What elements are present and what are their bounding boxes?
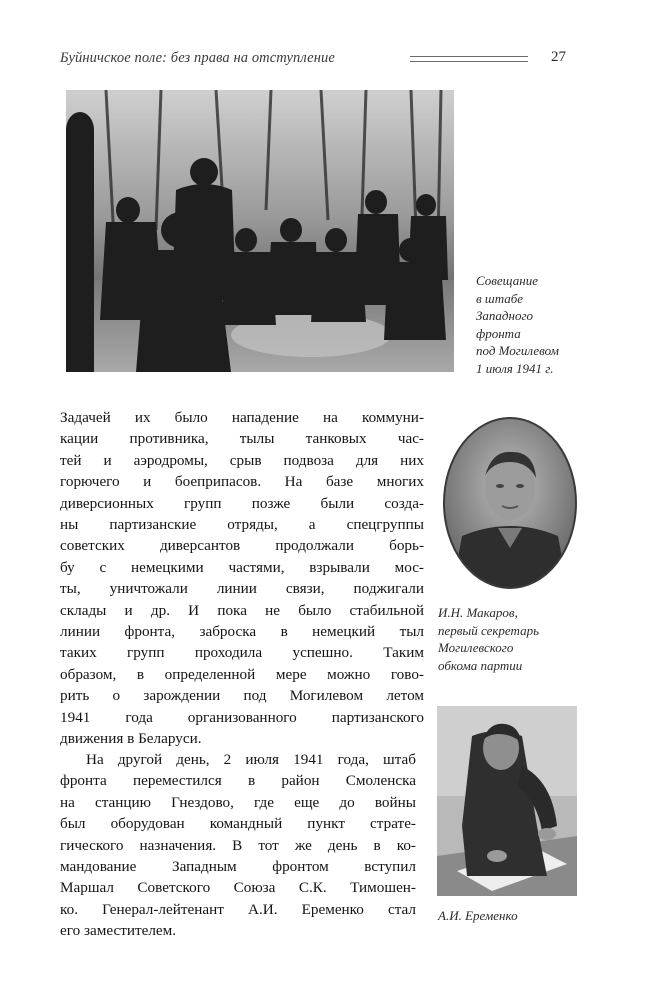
text-line: таких групп проходила успешно. Таким (60, 644, 424, 662)
text-line: Маршал Советского Союза С.К. Тимошен- (60, 879, 416, 897)
text-line: склады и др. И пока не было стабильной (60, 601, 424, 619)
caption-line: И.Н. Макаров, (438, 605, 518, 620)
text-line: 1941 года организованного партизанского (60, 708, 424, 726)
text-line: ко. Генерал-лейтенант А.И. Еременко стал (60, 900, 416, 918)
text-line: диверсионных групп позже были созда- (60, 494, 424, 512)
header-rule-top (410, 56, 528, 57)
header-rule-bottom (410, 61, 528, 62)
meeting-photo-caption (476, 272, 586, 377)
caption-line: Совещание (476, 273, 539, 288)
eremenko-photo (437, 706, 577, 896)
text-line: тей и аэродромы, срыв подвоза для них (60, 451, 424, 469)
text-line: кации противника, тылы танковых час- (60, 430, 424, 448)
caption-line: Могилевского (438, 640, 514, 655)
eremenko-photo-caption (438, 907, 578, 925)
caption-line: под Могилевом (476, 343, 559, 358)
caption-line: А.И. Еременко (438, 908, 518, 923)
text-line: на станцию Гнездово, где еще до войны (60, 793, 416, 811)
text-line: движения в Беларуси. (60, 730, 202, 748)
makarov-portrait-photo (442, 416, 578, 590)
text-line: мандование Западным фронтом вступил (60, 858, 416, 876)
text-line: линии фронта, заброска в немецкий тыл (60, 623, 424, 641)
text-line: образом, в определенной мере можно гово- (60, 665, 424, 683)
text-line: гического назначения. В тот же день в ко- (60, 836, 416, 854)
body-paragraph-1 (60, 407, 424, 750)
caption-line: Западного (476, 308, 534, 323)
text-line: Задачей их было нападение на коммуни- (60, 409, 424, 426)
text-line: советских диверсантов продолжали борь- (60, 537, 424, 555)
body-paragraph-2 (60, 749, 416, 942)
caption-line: в штабе (476, 290, 524, 306)
text-line: ты, уничтожали линии связи, поджигали (60, 580, 424, 598)
text-line: бу с немецкими частями, взрывали мос- (60, 558, 424, 576)
caption-line: обкома партии (438, 657, 523, 673)
text-line: ны партизанские отряды, а спецгруппы (60, 516, 424, 534)
text-line: его заместителем. (60, 922, 177, 940)
text-line: фронта переместился в район Смоленска (60, 772, 416, 790)
running-header-title: Буйничское поле: без права на отступление (60, 50, 335, 66)
caption-line: первый секретарь (438, 622, 539, 638)
caption-line: 1 июля 1941 г. (476, 360, 554, 376)
text-line: рить о зарождении под Могилевом летом (60, 687, 424, 705)
caption-line: фронта (476, 325, 521, 341)
text-line: горючего и боеприпасов. На базе многих (60, 473, 424, 491)
makarov-photo-caption (438, 604, 578, 674)
text-line: На другой день, 2 июля 1941 года, штаб (86, 751, 416, 768)
meeting-photo (66, 90, 454, 372)
text-line: был оборудован командный пункт страте- (60, 815, 416, 833)
page-number: 27 (551, 49, 566, 65)
